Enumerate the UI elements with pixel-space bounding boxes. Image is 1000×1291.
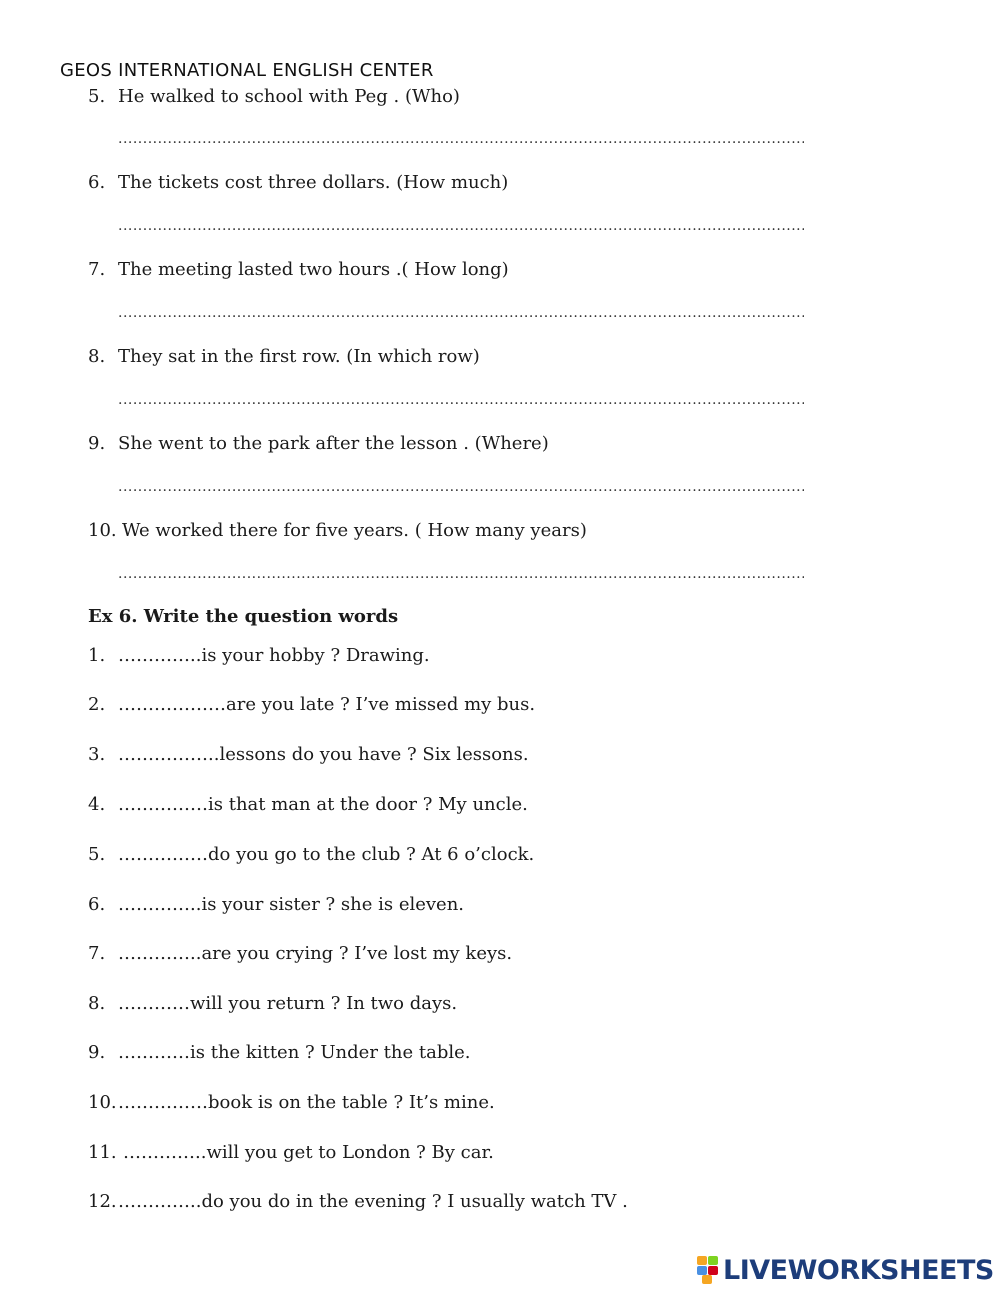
item-text[interactable]: …………..is your sister ? she is eleven. xyxy=(118,894,465,915)
rewrite-item-7 xyxy=(88,259,509,280)
rewrite-item-10 xyxy=(88,520,587,541)
item-number: 5. xyxy=(88,844,106,865)
item-number: 10. xyxy=(88,1092,117,1113)
rewrite-item-9 xyxy=(88,433,549,454)
item-text: He walked to school with Peg . (Who) xyxy=(118,86,460,107)
item-text[interactable]: …………..are you crying ? I’ve lost my keys. xyxy=(118,943,513,964)
rewrite-item-5 xyxy=(88,86,460,107)
item-text[interactable]: ……………book is on the table ? It’s mine. xyxy=(118,1092,495,1113)
item-number: 2. xyxy=(88,694,106,715)
item-number: 12. xyxy=(88,1191,117,1212)
item-text: The meeting lasted two hours .( How long) xyxy=(118,259,509,280)
answer-line[interactable] xyxy=(118,131,804,157)
item-text: The tickets cost three dollars. (How much) xyxy=(118,172,509,193)
item-text[interactable]: …………will you return ? In two days. xyxy=(118,993,458,1014)
item-number: 8. xyxy=(88,993,106,1014)
item-text[interactable]: ……………..lessons do you have ? Six lessons. xyxy=(118,744,529,765)
item-number: 6. xyxy=(88,172,106,193)
rewrite-item-8 xyxy=(88,346,480,367)
exercise-item xyxy=(88,943,512,964)
item-number: 10. xyxy=(88,520,117,541)
logo-block xyxy=(697,1266,707,1275)
logo-block xyxy=(708,1266,718,1275)
item-text[interactable]: …………..will you get to London ? By car. xyxy=(123,1142,494,1163)
item-number: 4. xyxy=(88,794,106,815)
answer-line[interactable] xyxy=(118,218,804,244)
logo-block xyxy=(697,1256,707,1265)
answer-line[interactable] xyxy=(118,392,804,418)
item-number: 6. xyxy=(88,894,106,915)
exercise-item xyxy=(88,1142,494,1163)
item-number: 5. xyxy=(88,86,106,107)
item-number: 3. xyxy=(88,744,106,765)
section-title: Ex 6. Write the question words xyxy=(88,606,399,627)
item-text[interactable]: …………..is your hobby ? Drawing. xyxy=(118,645,430,666)
logo-text: LIVEWORKSHEETS xyxy=(723,1254,994,1286)
item-number: 1. xyxy=(88,645,106,666)
item-number: 7. xyxy=(88,943,106,964)
item-text[interactable]: …………is the kitten ? Under the table. xyxy=(118,1042,471,1063)
item-text[interactable]: ……………is that man at the door ? My uncle. xyxy=(118,794,528,815)
exercise-item xyxy=(88,744,529,765)
item-number: 9. xyxy=(88,1042,106,1063)
item-text[interactable]: ……………do you go to the club ? At 6 o’clock. xyxy=(118,844,535,865)
exercise-item xyxy=(88,645,430,666)
exercise-item xyxy=(88,694,535,715)
item-number: 8. xyxy=(88,346,106,367)
item-text[interactable]: …………..do you do in the evening ? I usually watch TV . xyxy=(118,1191,628,1212)
item-text: They sat in the first row. (In which row) xyxy=(118,346,480,367)
logo-block xyxy=(702,1275,712,1284)
liveworksheets-logo xyxy=(697,1254,994,1286)
exercise-item xyxy=(88,1092,495,1113)
exercise-item xyxy=(88,894,464,915)
exercise-item xyxy=(88,993,457,1014)
rewrite-item-6 xyxy=(88,172,508,193)
exercise-item xyxy=(88,1191,628,1212)
item-number: 9. xyxy=(88,433,106,454)
item-text: She went to the park after the lesson . (Where) xyxy=(118,433,549,454)
answer-line[interactable] xyxy=(118,566,804,592)
answer-line[interactable] xyxy=(118,479,804,505)
item-text[interactable]: ………………are you late ? I’ve missed my bus. xyxy=(118,694,536,715)
logo-block xyxy=(708,1256,718,1265)
item-number: 7. xyxy=(88,259,106,280)
item-number: 11. xyxy=(88,1142,117,1163)
exercise-item xyxy=(88,794,528,815)
answer-line[interactable] xyxy=(118,305,804,331)
exercise-item xyxy=(88,1042,470,1063)
item-text: We worked there for five years. ( How many years) xyxy=(122,520,587,541)
logo-blocks-icon xyxy=(697,1256,719,1284)
exercise-item xyxy=(88,844,534,865)
page-header: GEOS INTERNATIONAL ENGLISH CENTER xyxy=(60,60,434,81)
